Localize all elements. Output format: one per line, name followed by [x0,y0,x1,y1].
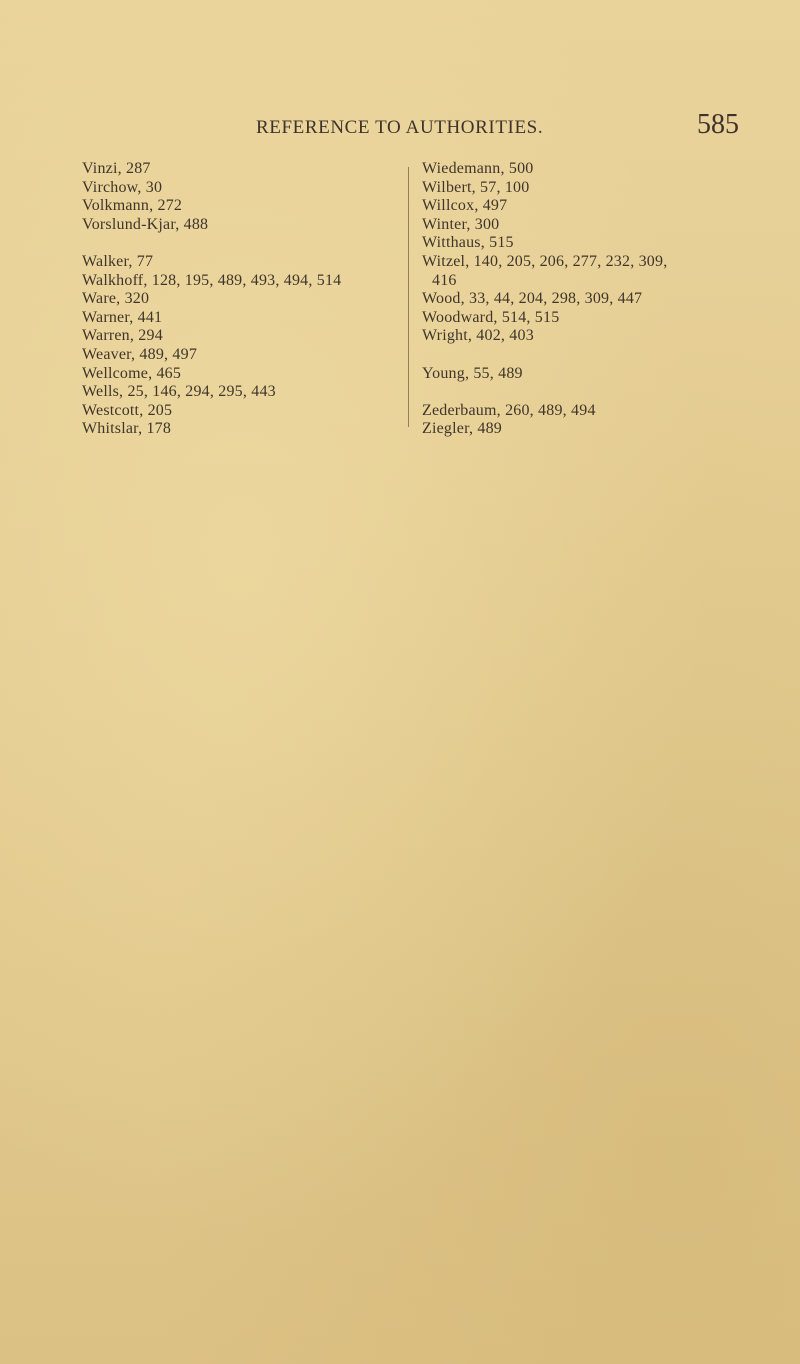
index-entry: Warner, 441 [82,308,163,326]
index-entry: Westcott, 205 [82,401,173,419]
index-entry: Wellcome, 465 [82,364,182,382]
index-entry: Ware, 320 [82,290,150,308]
running-title: REFERENCE TO AUTHORITIES. [256,117,544,138]
index-entry: Warren, 294 [82,327,163,345]
index-entry: Willcox, 497 [422,197,508,215]
index-entry: Whitslar, 178 [82,420,172,438]
index-entry: Wiedemann, 500 [422,160,534,177]
index-entry: Ziegler, 489 [422,420,502,438]
index-entry: Winter, 300 [422,215,500,233]
index-entry: Witzel, 140, 205, 206, 277, 232, 309, 416 [422,253,792,290]
index-entry: Wood, 33, 44, 204, 298, 309, 447 [422,290,643,308]
index-entry: Virchow, 30 [82,178,163,196]
index-entry: Wells, 25, 146, 294, 295, 443 [82,383,276,401]
index-column-right [422,160,792,439]
index-entry: Witthaus, 515 [422,234,514,252]
column-divider [408,167,409,427]
page-number: 585 [697,109,739,140]
index-entry: Vorslund-Kjar, 488 [82,215,209,233]
index-entry: Zederbaum, 260, 489, 494 [422,401,596,419]
running-head [0,109,800,141]
index-entry-continuation: 416 [432,271,457,289]
index-entry: Young, 55, 489 [422,364,523,382]
index-entry: Woodward, 514, 515 [422,308,560,326]
index-entry: Walkhoff, 128, 195, 489, 493, 494, 514 [82,271,342,289]
index-entry: Wilbert, 57, 100 [422,178,530,196]
index-entry: Wright, 402, 403 [422,327,534,345]
index-entry: Weaver, 489, 497 [82,345,198,363]
index-entry: Walker, 77 [82,252,154,270]
index-entry: Vinzi, 287 [82,160,151,177]
index-entry: Volkmann, 272 [82,197,183,215]
index-column-left [82,160,402,439]
